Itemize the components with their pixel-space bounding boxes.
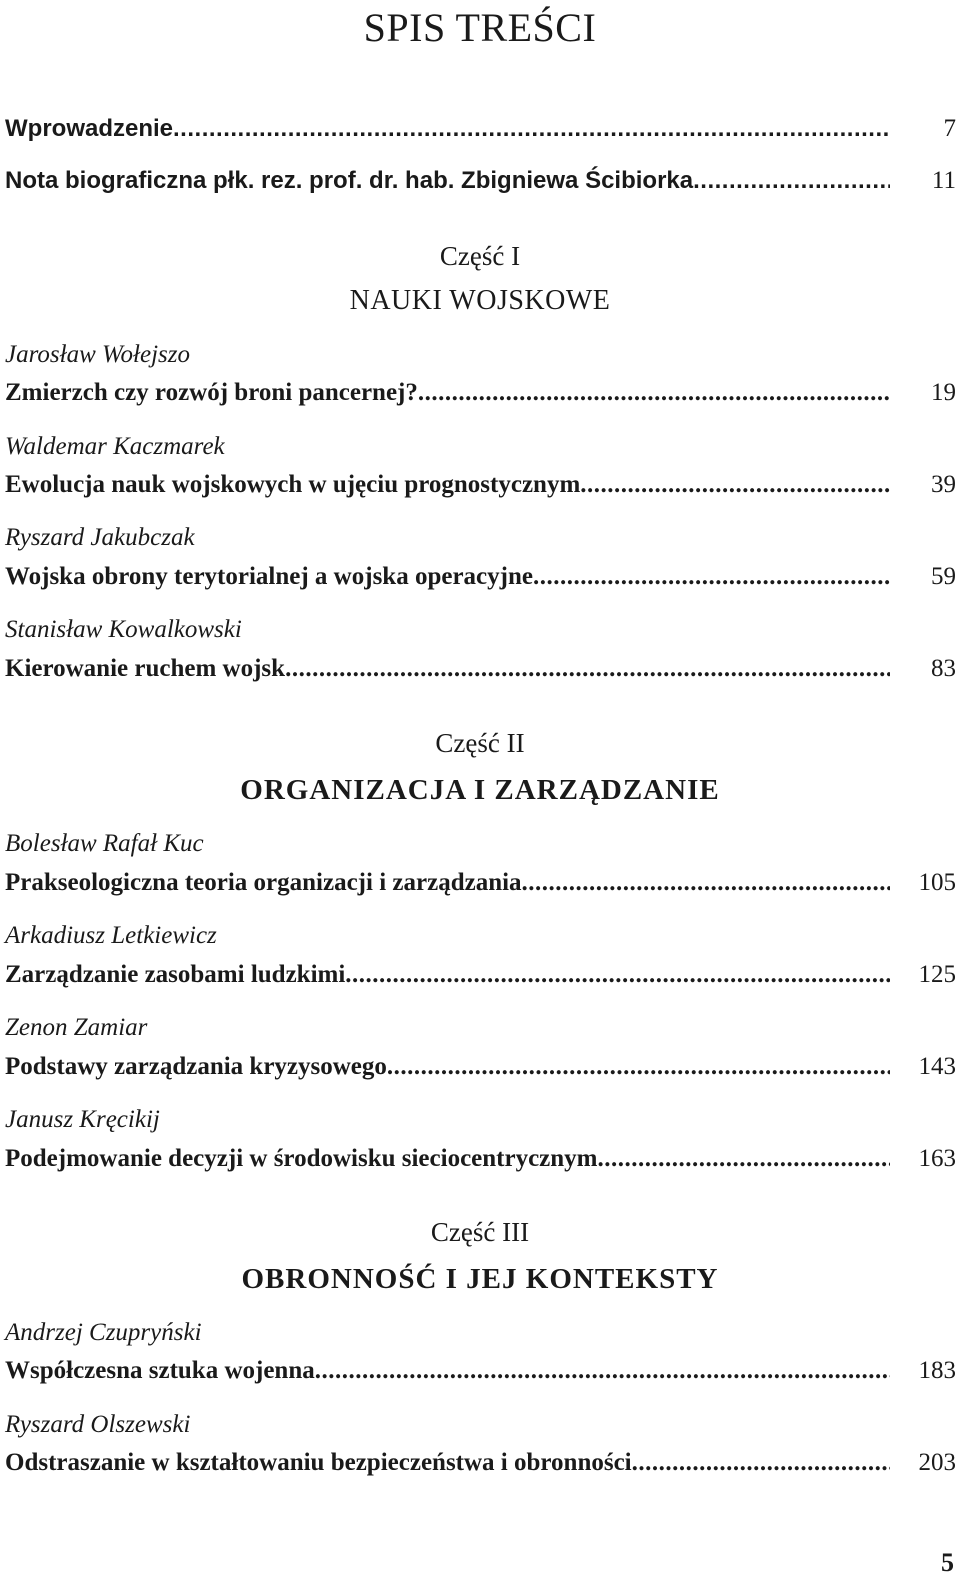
toc-entry-page: 19: [931, 379, 956, 406]
page-title: SPIS TREŚCI: [363, 5, 597, 50]
toc-entry-title: Podejmowanie decyzji w środowisku sieciocentrycznym: [5, 1145, 598, 1172]
toc-entry-page: 163: [918, 1145, 956, 1172]
dot-leader: [387, 1052, 890, 1082]
entry-author: Andrzej Czupryński: [5, 1319, 202, 1346]
entry-author: Bolesław Rafał Kuc: [5, 830, 204, 857]
toc-entry-title: Kierowanie ruchem wojsk: [5, 655, 286, 682]
toc-entry[interactable]: [5, 652, 956, 684]
toc-entry[interactable]: [5, 468, 956, 500]
toc-entry-biographical-note[interactable]: [5, 164, 956, 196]
dot-leader: [285, 654, 890, 684]
toc-entry[interactable]: [5, 1142, 956, 1174]
toc-entry-introduction[interactable]: [5, 112, 956, 144]
entry-author: Zenon Zamiar: [5, 1014, 148, 1041]
entry-author: Arkadiusz Letkiewicz: [5, 922, 217, 949]
toc-entry-title: Współczesna sztuka wojenna: [5, 1357, 315, 1384]
toc-entry[interactable]: [5, 866, 956, 898]
toc-entry[interactable]: [5, 1354, 956, 1386]
toc-entry-page: 83: [931, 655, 956, 682]
toc-entry[interactable]: [5, 1446, 956, 1478]
toc-entry[interactable]: [5, 560, 956, 592]
dot-leader: [173, 114, 890, 144]
dot-leader: [693, 166, 890, 196]
entry-author: Ryszard Olszewski: [5, 1411, 191, 1438]
entry-author: Janusz Kręcikij: [5, 1106, 160, 1133]
entry-author: Ryszard Jakubczak: [5, 524, 195, 551]
part-label: Część III: [430, 1217, 530, 1247]
toc-entry[interactable]: [5, 1050, 956, 1082]
entry-author: Stanisław Kowalkowski: [5, 616, 242, 643]
toc-entry-page: 59: [931, 563, 956, 590]
dot-leader: [418, 378, 890, 408]
entry-author: Jarosław Wołejszo: [5, 341, 190, 368]
toc-entry-title: Odstraszanie w kształtowaniu bezpieczeństwa i obronności: [5, 1449, 632, 1476]
dot-leader: [345, 960, 890, 990]
part-title: NAUKI WOJSKOWE: [349, 285, 611, 316]
dot-leader: [315, 1356, 890, 1386]
toc-entry-page: 143: [918, 1053, 956, 1080]
part-label: Część II: [435, 728, 525, 758]
toc-entry-page: 125: [918, 961, 956, 988]
toc-entry-title: Nota biograficzna płk. rez. prof. dr. hab. Zbigniewa Ścibiorka: [5, 167, 694, 194]
toc-entry-page: 39: [931, 471, 956, 498]
toc-entry-title: Wprowadzenie: [5, 115, 174, 142]
part-label: Część I: [439, 241, 521, 271]
toc-entry-title: Zarządzanie zasobami ludzkimi: [5, 961, 346, 988]
toc-entry-title: Wojska obrony terytorialnej a wojska operacyjne: [5, 563, 533, 590]
toc-entry[interactable]: [5, 958, 956, 990]
toc-entry-page: 11: [931, 167, 956, 194]
toc-entry-page: 105: [918, 869, 956, 896]
toc-entry-page: 183: [918, 1357, 956, 1384]
toc-entry-title: Ewolucja nauk wojskowych w ujęciu prognostycznym: [5, 471, 581, 498]
page-number: 5: [941, 1548, 954, 1577]
dot-leader: [580, 470, 890, 500]
part-title: ORGANIZACJA I ZARZĄDZANIE: [240, 774, 720, 806]
toc-entry-page: 7: [943, 115, 956, 142]
toc-entry-title: Zmierzch czy rozwój broni pancernej?: [5, 379, 418, 406]
entry-author: Waldemar Kaczmarek: [5, 433, 225, 460]
part-title: OBRONNOŚĆ I JEJ KONTEKSTY: [241, 1263, 719, 1295]
dot-leader: [533, 562, 890, 592]
dot-leader: [598, 1144, 890, 1174]
toc-entry-page: 203: [918, 1449, 956, 1476]
dot-leader: [632, 1448, 890, 1478]
toc-entry-title: Prakseologiczna teoria organizacji i zarządzania: [5, 869, 522, 896]
toc-entry[interactable]: [5, 376, 956, 408]
toc-entry-title: Podstawy zarządzania kryzysowego: [5, 1053, 387, 1080]
dot-leader: [522, 868, 890, 898]
